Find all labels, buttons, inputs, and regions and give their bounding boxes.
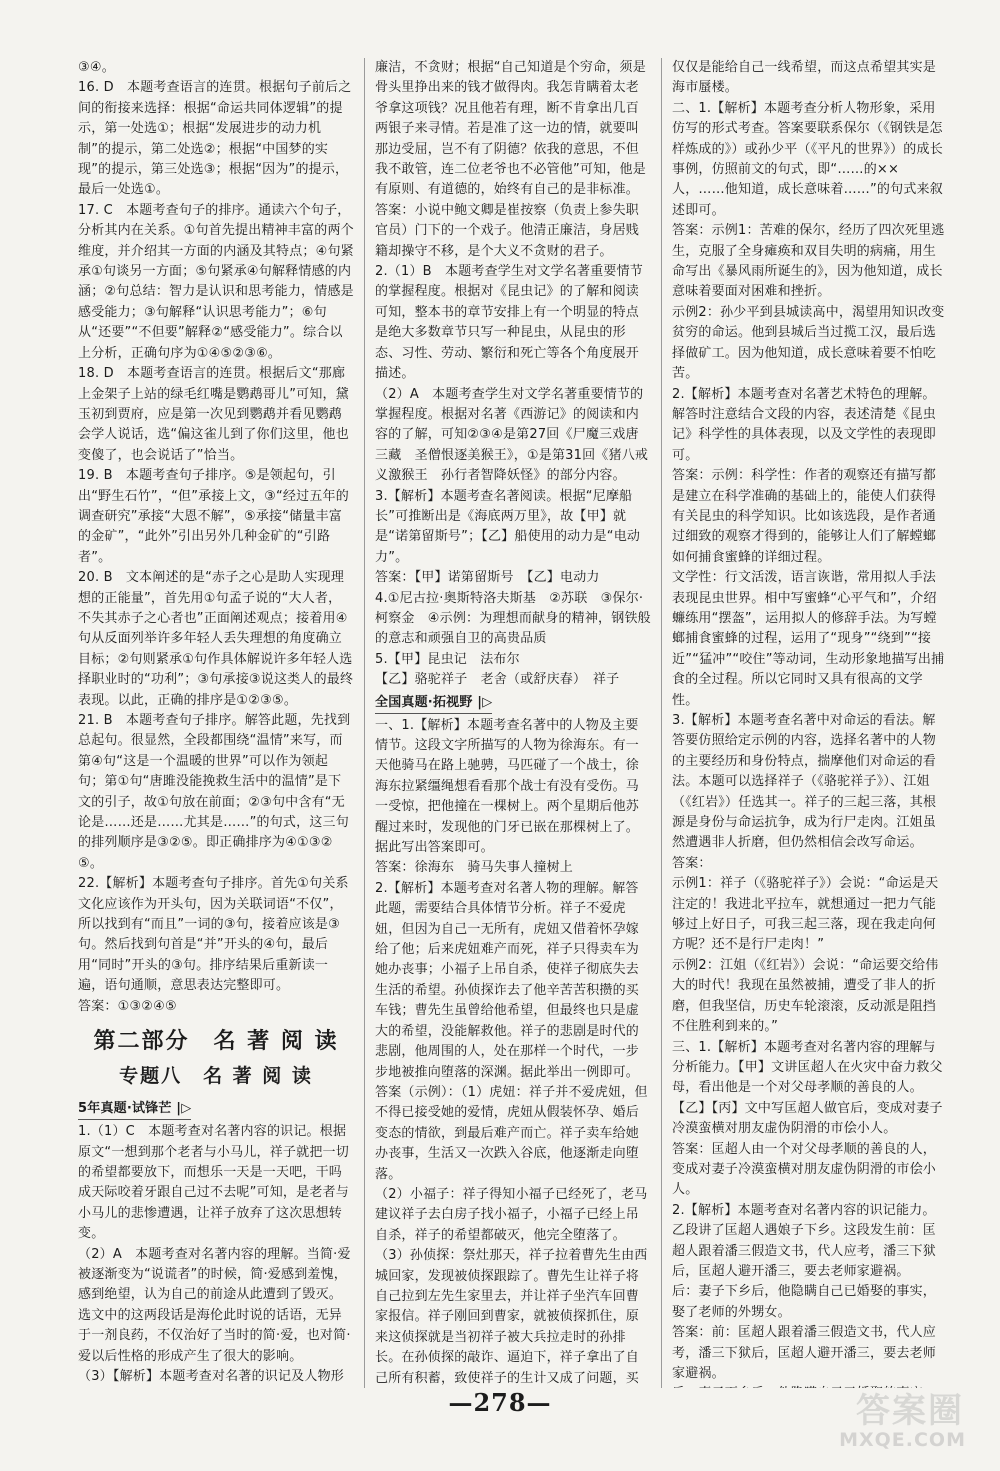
answer-paragraph: 答案：匡超人由一个对父母孝顺的善良的人，变成对妻子冷漠蛮横对朋友虚伪阴滑的市侩小人。	[672, 1141, 937, 1198]
answer-paragraph: 1.（1）C 本题考查对名著内容的识记。根据原文“一想到那个老者与小马儿，祥子就把一切的希望都要放下，而想乐一天是一天吧，干吗成天际咬着牙跟自己过不去呢”可知，是老者与小马儿的悲惨遭遇，让祥子放弃了这次思想转变。	[78, 1124, 349, 1242]
answer-paragraph: 【乙】骆驼祥子 老舍（或舒庆春） 祥子	[375, 672, 620, 688]
answer-paragraph: 答案：徐海东 骑马失事人撞树上	[375, 860, 574, 876]
answer-paragraph: 示例1：祥子（《骆驼祥子》）会说：“命运是天注定的！我进北平拉车，就想通过一把力气能够过上好日子，可我三起三落，现在我走向何方呢？还不是行尸走肉！”	[672, 876, 939, 953]
answer-paragraph: 三、1.【解析】本题考查对名著内容的理解与分析能力。【甲】文讲匡超人在火灾中奋力救父母，看出他是一个对父母孝顺的善良的人。【乙】【丙】文中写匡超人做官后，变成对妻子冷漠蛮横对朋友虚伪阴滑的市侩小人。	[672, 1039, 943, 1137]
answer-paragraph: 答案：	[672, 855, 712, 871]
answer-paragraph: 21. B 本题考查句子排序。解答此题，先找到总起句。很显然，全段都围绕“温情”来写，而第④句“这是一个温暖的世界”可以作为领起句；第①句“唐雎没能挽救生活中的温情”是下文的引子，故①句放在前面；②③句中含有“无论是……还是……尤其是……”的句式，这三句的排列顺序是③②⑤。即正确排序为④①③②⑤。	[78, 713, 351, 871]
column-divider	[364, 58, 365, 1388]
answer-paragraph: 2.（1）B 本题考查学生对文学名著重要情节的掌握程度。根据对《昆虫记》的了解和阅读可知，整本书的章节安排上有一个明显的特点是绝大多数章节只写一种昆虫，从昆虫的形态、习性、劳动、繁衍和死亡等各个角度展开描述。	[375, 264, 643, 382]
column-divider	[661, 58, 662, 1388]
answer-paragraph: 3.【解析】本题考查名著阅读。根据“尼摩船长”可推断出是《海底两万里》，故【甲】就是“诺第留斯号”；【乙】船使用的动力是“电动力”。	[375, 488, 641, 565]
answer-paragraph: 2.【解析】本题考查对名著内容的识记能力。乙段讲了匡超人遇娘子下乡。这段发生前：匡超人跟着潘三假造文书，代人应考，潘三下狱后，匡超人避开潘三，要去老师家避祸。	[672, 1202, 937, 1279]
answer-paragraph: 5.【甲】昆虫记 法布尔	[375, 651, 520, 667]
answer-paragraph: 17. C 本题考查句子的排序。通读六个句子，分析其内在关系。①句首先提出精神丰富的两个维度，并介绍其一方面的内涵及其特点；④句紧承①句谈另一方面；⑤句紧承④句解释情感的内涵；②句总结：智力是认识和思考能力，情感是感受能力；③句解释“认识思考能力”；⑥句从“还要”“不但要”解释②“感受能力”。综合以上分析，正确句序为①④⑤②③⑥。	[78, 202, 354, 361]
answer-paragraph: （3）【解析】本题考查对名著的识记及人物形	[78, 1368, 344, 1384]
answer-paragraph: 文学性：行文活泼，语言诙谐，常用拟人手法表现昆虫世界。相中写蜜蜂“心平气和”，介绍蠊练用“摆盔”，运用拟人的修辞手法。为写螳螂捕食蜜蜂的过程，运用了“现身”“绕到”“接近”“猛冲”“咬住”等动词，生动形象地描写出捕食的全过程。所以它同时又具有很高的文学性。	[672, 570, 945, 708]
answer-paragraph: 答案：示例：科学性：作者的观察还有描写都是建立在科学准确的基础上的，能使人们获得有关昆虫的科学知识。比如该选段，是作者通过细致的观察才得到的，能够让人们了解螳螂如何捕食蜜蜂的详细过程。	[672, 468, 937, 565]
answer-paragraph: （2）A 本题考查学生对文学名著重要情节的掌握程度。根据对名著《西游记》的阅读和内容的了解，可知②③④是第27回《尸魔三戏唐三藏 圣僧恨逐美猴王》，①是第31回《猪八戒义激猴王 孙行者智降妖怪》的部分内容。	[375, 386, 649, 484]
answer-paragraph: 16. D 本题考查语言的连贯。根据句子前后之间的衔接来选择：根据“命运共同体逻辑”的提示，第一处选①；根据“发展进步的动力机制”的提示，第二处选②；根据“中国梦的实现”的提示，第三处选③；根据“因为”的提示，最后一处选①。	[78, 80, 352, 198]
answer-paragraph: 答案：小说中鲍文卿是崔按察（负责上参失职官员）门下的一个戏子。他清正廉洁，身居贱籍却操守不移，是个大义不贪财的君子。	[375, 202, 640, 259]
answer-paragraph: （2）小福子：祥子得知小福子已经死了，老马建议祥子去白房子找小福子，小福子已经上吊自杀，祥子的希望都破灭，他完全堕落了。	[375, 1186, 648, 1243]
answer-paragraph: 后：妻子下乡后，他隐瞒自己已婚娶的事实，娶了老师的外甥女。	[672, 1284, 937, 1320]
page-body	[78, 58, 958, 1398]
column-1	[78, 58, 354, 1388]
answer-paragraph: 2.【解析】本题考查对名著人物的理解。解答此题，需要结合具体情节分析。祥子不爱虎妞，但因为自己一无所有，虎妞又借着怀孕嫁给了他；后来虎妞难产而死，祥子只得卖车为她办丧事；小福子上吊自杀，使祥子彻底失去生活的希望。孙侦探诈去了他辛苦苦积攒的买车钱；曹先生虽曾给他希望，但最终也只是虚大的希望，没能解救他。祥子的悲剧是时代的悲剧，他周围的人，处在那样一个时代，一步步地被推向堕落的深渊。据此举出一例即可。	[375, 880, 640, 1080]
answer-paragraph: 答案：①③②④⑤	[78, 998, 177, 1014]
answer-paragraph: 一、1.【解析】本题考查名著中的人物及主要情节。这段文字所描写的人物为徐海东。有一天他骑马在路上驰骋，马匹碰了一个战士，徐海东拉紧缰绳想看看那个战士有没有受伤。马一受惊，把他撞在一棵树上。两个星期后他苏醒过来时，发现他的门牙已嵌在那棵树上了。据此写出答案即可。	[375, 717, 640, 856]
answer-paragraph: 示例2：江姐（《红岩》）会说：“命运要交给伟大的时代！我现在虽然被捕，遭受了非人的折磨，但我坚信，历史车轮滚滚，反动派是阻挡不住胜利到来的。”	[672, 957, 939, 1035]
page-number: —278—	[448, 1388, 552, 1417]
answer-paragraph: （2）A 本题考查对名著内容的理解。当简·爱被逐渐变为“说谎者”的时候，简·爱感到羞愧，感到绝望，认为自己的前途从此遭到了毁灭。选文中的这两段话是海伦此时说的话语，无异于一剂良药，不仅治好了当时的简·爱，也对简·爱以后性格的形成产生了很大的影响。	[78, 1246, 351, 1364]
answer-paragraph: 2.【解析】本题考查对名著艺术特色的理解。解答时注意结合文段的内容，表述清楚《昆虫记》科学性的具体表现，以及文学性的表现即可。	[672, 386, 937, 463]
answer-paragraph: 3.【解析】本题考查名著中对命运的看法。解答要仿照给定示例的内容，选择名著中的人物的主要经历和身份特点，揣摩他们对命运的看法。本题可以选择祥子（《骆驼祥子》）、江姐（《红岩》）任选其一。祥子的三起三落，其根源是身份与命运抗争，成为行尸走肉。江姐虽然遭遇非人折磨，但仍然相信会改写命运。	[672, 713, 937, 851]
sub-section-label: 5年真题·试锋芒 |▷	[78, 1099, 191, 1120]
answer-paragraph: （3）孙侦探：祭灶那天，祥子拉着曹先生由西城回家，发现被侦探跟踪了。曹先生让祥子将自己拉到左先生家里去，并让祥子坐汽车回曹家报信。祥子刚回到曹家，就被侦探抓住，原来这侦探就是当初祥子被大兵拉走时的孙排长。在孙侦探的敲诈、逼迫下，祥子拿出了自己所有积蓄，致使祥子的生计又成了问题，买	[375, 1248, 648, 1386]
column-2	[375, 58, 651, 1388]
answer-paragraph: 廉洁，不贪财；根据“自己知道是个穷命，须是骨头里挣出来的钱才做得肉。我怎肯瞒着太老爷拿这项钱？况且他若有理，断不肯拿出几百两银子来寻情。若是准了这一边的情，就要叫那边受屈，岂不有了阴德？依我的意思，不但我不敢管，连二位老爷也不必管他”可知，他是有原则、有道德的，始终有自己的是非标准。	[375, 60, 646, 198]
watermark-site: MXQE.COM	[839, 1429, 966, 1451]
answer-paragraph: 答案：【甲】诺第留斯号 【乙】电动力	[375, 570, 600, 586]
answer-paragraph: 答案：示例1：苦难的保尔，经历了四次死里逃生，克服了全身瘫痪和双目失明的病痛，用生命写出《暴风雨所诞生的》，因为他知道，成长意味着要面对困难和挫折。	[672, 223, 945, 300]
watermark	[839, 1383, 974, 1453]
sub-section-label: 全国真题·拓视野 |▷	[375, 693, 492, 714]
watermark-logo: 答案圈	[856, 1391, 964, 1431]
column-3	[672, 58, 948, 1388]
answer-paragraph: 22.【解析】本题考查句子排序。首先①句关系文化应该作为开头句，因为关联词语“不仅”，所以找到有“而且”一词的③句，接着应该是③句。然后找到句首是“并”开头的④句，最后用“同时”开头的③句。排序结果后重新读一遍，语句通顺，意思表达完整即可。	[78, 876, 349, 994]
answer-paragraph: 答案（示例）：（1）虎妞：祥子并不爱虎妞，但不得已接受她的爱情，虎妞从假装怀孕、婚后变态的情欲，到最后难产而亡。祥子卖车给她办丧事，生活又一次跌入谷底，他逐渐走向堕落。	[375, 1084, 648, 1182]
answer-paragraph: 仅仅是能给自己一线希望，而这点希望其实是海市蜃楼。	[672, 60, 937, 96]
answer-paragraph: 20. B 文本阐述的是“赤子之心是助人实现理想的正能量”，首先用①句孟子说的“大人者，不失其赤子之心者也”正面阐述观点；接着用④句从反面列举许多年轻人丢失理想的角度确立目标；②句则紧承①句作具体解说许多年轻人选择职业时的“功利”；③句承接③说这类人的最终表现。以此，正确的排序是①②③⑤。	[78, 570, 354, 708]
answer-paragraph: 19. B 本题考查句子排序。⑤是领起句，引出“野生石竹”，“但”承接上文，③“经过五年的调查研究”承接“大恩不解”，⑤承接“储量丰富的金矿”，“此外”引出另外几种金矿的“引路者”。	[78, 468, 349, 565]
topic-heading: 专题八 名 著 阅 读	[119, 1065, 313, 1088]
answer-paragraph: 示例2：孙少平到县城读高中，渴望用知识改变贫穷的命运。他到县城后当过揽工汉，最后选择做矿工。因为他知道，成长意味着要不怕吃苦。	[672, 304, 945, 382]
answer-paragraph: 二、1.【解析】本题考查分析人物形象，采用仿写的形式考查。答案要联系保尔（《钢铁是怎样炼成的》）或孙少平（《平凡的世界》）的成长事例，仿照前文的句式，即“……的××人，……他知道，成长意味着……”的句式来叙述即可。	[672, 100, 943, 218]
answer-paragraph: 答案：前：匡超人跟着潘三假造文书，代人应考，潘三下狱后，匡超人避开潘三，要去老师家避祸。	[672, 1325, 937, 1381]
section-heading: 第二部分 名 著 阅 读	[93, 1029, 339, 1055]
answer-paragraph: 4.①尼古拉·奥斯特洛夫斯基 ②苏联 ③保尔·柯察金 ④示例：为理想而献身的精神，钢铁般的意志和顽强自卫的高贵品质	[375, 590, 651, 647]
answer-paragraph: ③④。	[78, 60, 115, 75]
answer-paragraph: 18. D 本题考查语言的连贯。根据后文“那廊上金架子上站的绿毛红嘴是鹦鹉哥儿”可知，黛玉初到贾府，应是第一次见到鹦鹉并看见鹦鹉会学人说话，选“偏这雀儿到了你们这里，他也变傻了，也会说话了”恰当。	[78, 366, 349, 463]
